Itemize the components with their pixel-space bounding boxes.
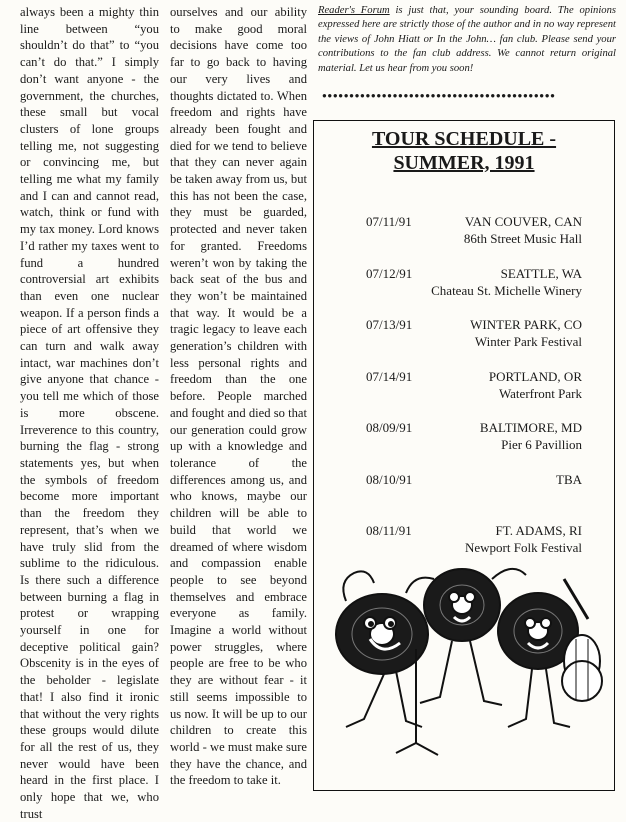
readers-forum-text: is just that, your sounding board. The opinions expressed here are strictly those of the author and in no way represent the views of John Hiatt or In the John… fan club. Please send your contributions to the fan club address. We cannot return original material. Let us hear from you soon! (318, 5, 617, 74)
tour-city: FT. ADAMS, RI (495, 523, 582, 538)
tour-venue: Chateau St. Michelle Winery (431, 282, 582, 298)
tour-date: 08/09/91 (366, 420, 413, 435)
tour-place (414, 316, 582, 350)
tour-place (414, 471, 582, 488)
tour-venue: 86th Street Music Hall (463, 231, 582, 246)
tour-date: 07/13/91 (366, 317, 413, 332)
tour-row (314, 419, 614, 459)
tour-place (414, 419, 582, 453)
tour-title-line-1: TOUR SCHEDULE - (371, 128, 557, 150)
tour-venue: Newport Folk Festival (465, 540, 582, 555)
dotted-divider: ●●●●●●●●●●●●●●●●●●●●●●●●●●●●●●●●●●●●●●●●●●● (322, 91, 556, 100)
article-paragraph: always been a mighty thin line between “you shouldn’t do that” to “you can’t do that.” I simply don’t want anyone - the government, the churches, these small but vocal clusters of lone groups telling me, not suggesting or convincing me, but telling me what my family and I can and cannot read, watch, think or fund with my tax money. Lord knows I’d rather my taxes went to fund a hundred controversial art exhibits than even one nuclear weapon. If a person finds a piece of art offensive they can turn and walk away intact, war machines don’t give anyone that chance - you tell me which of those is more obscene. Irreverence to this country, burning the flag - strong statements yes, but when the symbols of freedom become more important than the freedom they represent, that’s when we have truly slid from the sublime to the ridiculous. Is there such a difference between burning a flag in protest or wrapping yourself in one for deceptive political gain? Obscenity is in the eyes of the beholder - legislate that! I also find it ironic that without the very rights these groups would dilute for all the rest of us, they never would have been heard in the first place. I only hope that we, who trust (20, 5, 159, 821)
article-column-2 (170, 4, 307, 789)
tour-venue: Winter Park Festival (474, 334, 582, 349)
tour-date: 07/14/91 (366, 368, 413, 384)
tour-row (314, 368, 614, 408)
tour-place (414, 265, 582, 299)
readers-forum-title: Reader's Forum (318, 5, 390, 16)
article-paragraph: ourselves and our ability to make good moral decisions have come too far to go back to having our very lives and thoughts dictated to. When freedom and rights have already been fought and died for we tend to believe that they can never again be taken away from us, but this has not been the case, they must be guarded, protected and never taken for granted. Freedoms weren’t won by taking the back seat of the bus and they won’t be maintained that way. It would be a tragic legacy to leave each generation’s children with less personal rights and freedom than the one before. People marched and fought and died so that our generation could grow up with a knowledge and tolerance of the differences among us, and who knows, maybe our children will be able to build that world we dreamed of where wisdom and compassion enable people to see beyond themselves and embrace everyone as family. Imagine a world without power struggles, where people are free to be who they are without fear - it still seems impossible to us now. It will be up to our children to create this world - we must make sure they have the chance, and the freedom to take it. (170, 5, 307, 788)
tour-venue: Waterfront Park (498, 385, 582, 401)
tour-row (314, 316, 614, 356)
tour-date: 08/10/91 (366, 471, 413, 487)
tour-date: 08/11/91 (366, 523, 412, 538)
tour-city: SEATTLE, WA (500, 265, 582, 281)
tour-city: PORTLAND, OR (488, 368, 582, 384)
readers-forum-note (318, 4, 616, 76)
tour-row (314, 213, 614, 253)
tour-venue: Pier 6 Pavillion (501, 437, 582, 452)
dancing-records-illustration (324, 539, 606, 779)
tour-title-line-2: SUMMER, 1991 (393, 152, 535, 174)
tour-row (314, 471, 614, 511)
tour-place (414, 213, 582, 247)
tour-schedule-title (314, 127, 614, 175)
tour-place (414, 368, 582, 402)
tour-date: 07/12/91 (366, 265, 413, 281)
article-column-1 (20, 4, 159, 822)
tour-city: BALTIMORE, MD (479, 420, 582, 435)
tour-date: 07/11/91 (366, 214, 412, 229)
tour-city: VAN COUVER, CAN (464, 214, 582, 229)
tour-city: TBA (556, 471, 582, 487)
tour-row (314, 265, 614, 305)
tour-schedule-box (313, 120, 615, 791)
tour-city: WINTER PARK, CO (470, 317, 582, 332)
